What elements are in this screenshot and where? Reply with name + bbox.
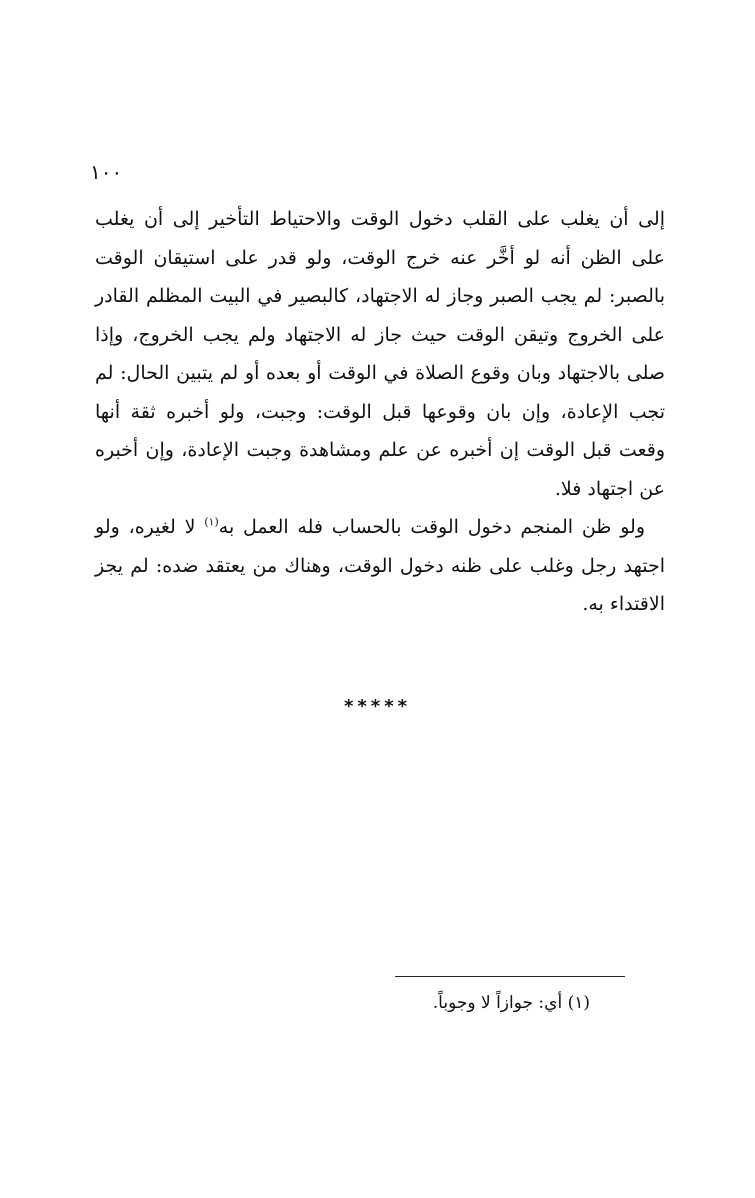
page-number: ١٠٠ <box>90 160 123 184</box>
paragraph-text: لا لغيره، ولو اجتهد رجل وغلب على ظنه دخول الوقت، وهناك من يعتقد ضده: لم يجز الاقتداء به. <box>95 516 665 615</box>
paragraph-text: ولو ظن المنجم دخول الوقت بالحساب فله العمل به <box>218 516 645 538</box>
paragraph <box>95 508 665 624</box>
footnote-reference: (١) <box>204 515 219 529</box>
footnote-separator <box>395 976 625 977</box>
paragraph: إلى أن يغلب على القلب دخول الوقت والاحتياط التأخير إلى أن يغلب على الظن أنه لو أخَّر عنه خرج الوقت، ولو قدر على استيقان الوقت بالصبر: لم يجب الصبر وجاز له الاجتهاد، كالبصير في البيت المظلم القادر على الخروج وتيقن الوقت حيث جاز له الاجتهاد ولم يجب الخروج، وإذا صلى بالاجتهاد وبان وقوع الصلاة في الوقت أو بعده أو لم يتبين الحال: لم تجب الإعادة، وإن بان وقوعها قبل الوقت: وجبت، ولو أخبره ثقة أنها وقعت قبل الوقت إن أخبره عن علم ومشاهدة وجبت الإعادة، وإن أخبره عن اجتهاد فلا. <box>95 208 665 500</box>
section-divider: ***** <box>343 696 412 717</box>
main-text <box>95 200 665 624</box>
footnote: (١) أي: جوازاً لا وجوباً. <box>432 993 590 1013</box>
